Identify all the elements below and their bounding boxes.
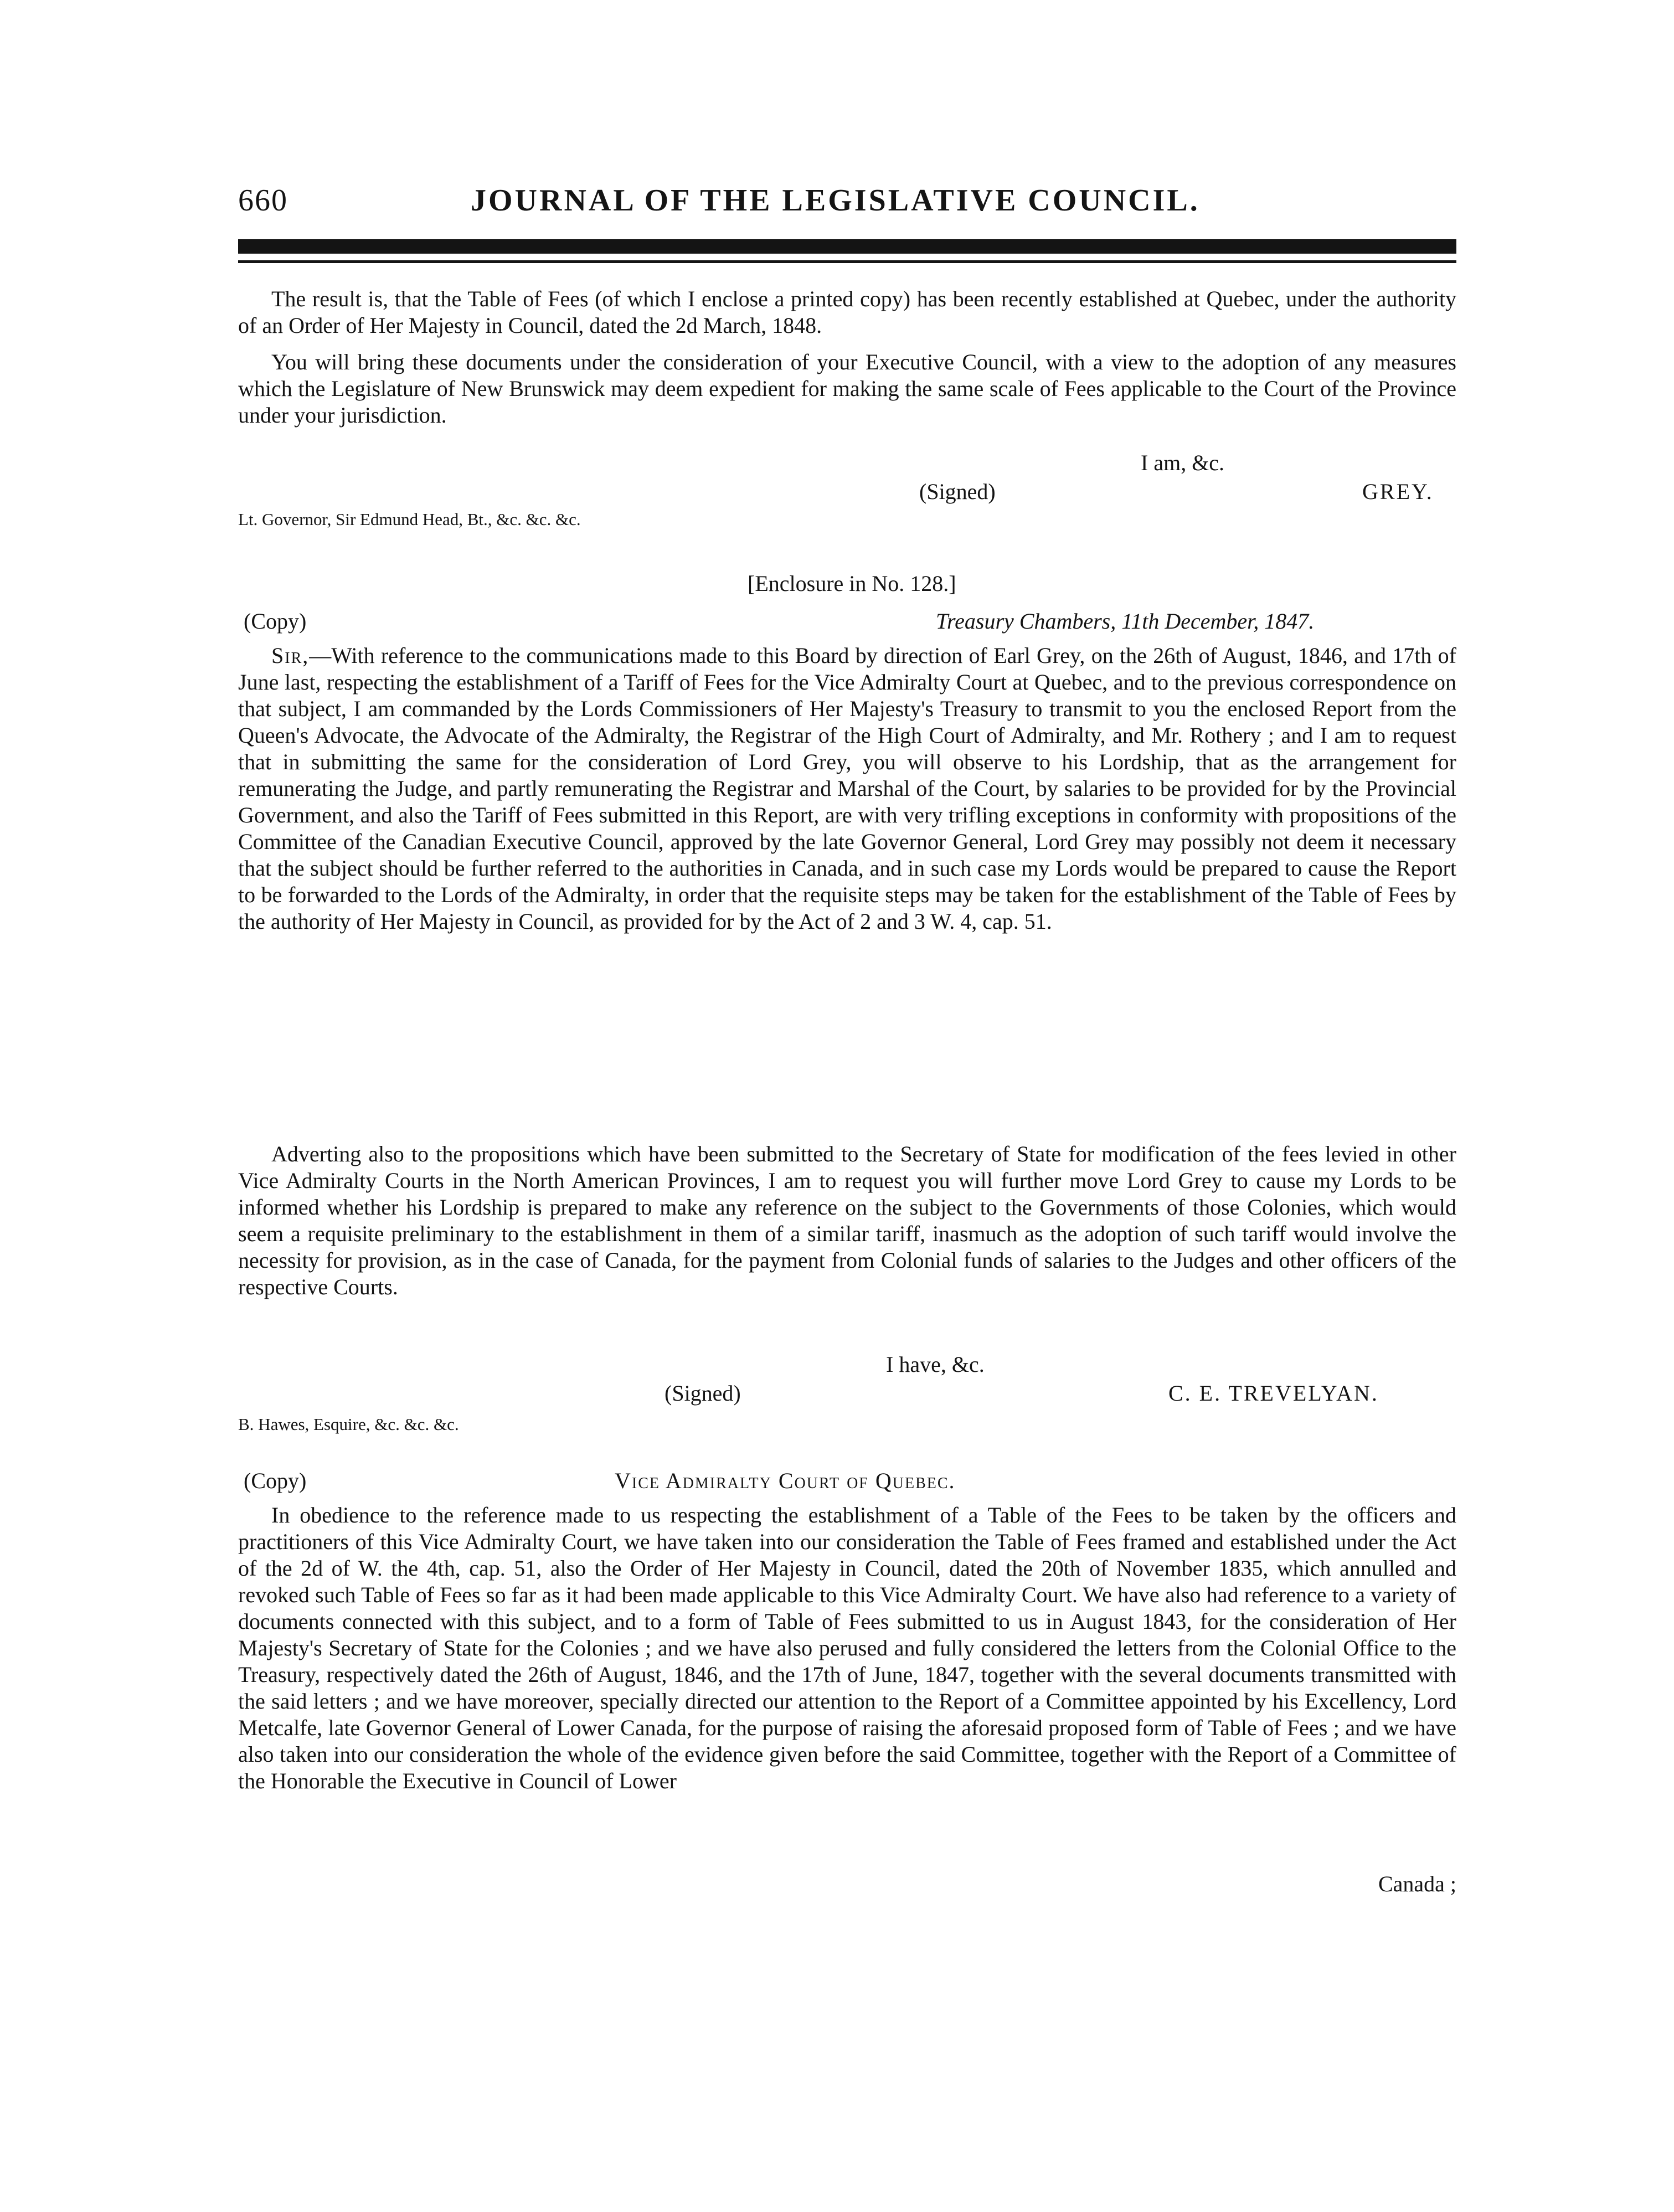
page-number: 660 [238, 183, 288, 218]
letter1-closing: I am, &c. [1141, 450, 1225, 475]
enclosure-signed: (Signed) [665, 1381, 741, 1406]
report-copy-label: (Copy) [244, 1468, 307, 1493]
report-heading: Vice Admiralty Court of Quebec. [615, 1468, 956, 1493]
letter1-paragraph-2: You will bring these documents under the consideration of your Executive Council, with a view to the adoption of any measures which the Legislature of New Brunswick may deem expedient for making the same scale of Fees applicable to the Court of the Province under your jurisdiction. [238, 349, 1456, 428]
enclosure-paragraph-2: Adverting also to the propositions which have been submitted to the Secretary of State for modification of the fees levied in other Vice Admiralty Courts in the North American Provinces, I am to request you will further move Lord Grey to cause my Lords to be informed whether his Lordship is prepared to make any reference on the subject to the Governments of those Colonies, which would seem a requisite preliminary to the establishment in them of a similar tariff, inasmuch as the adoption of such tariff would involve the necessity for provision, as in the case of Canada, for the payment from Colonial funds of salaries to the Judges and other officers of the respective Courts. [238, 1141, 1456, 1299]
enclosure-place-date: Treasury Chambers, 11th December, 1847. [936, 609, 1315, 634]
enclosure-addressee: B. Hawes, Esquire, &c. &c. &c. [238, 1414, 459, 1434]
enclosure-paragraph-1-text: —With reference to the communications made to this Board by direction of Earl Grey, on the 26th of August, 1846, and 17th of June last, respecting the establishment of a Tariff of Fees for the Vice Admiralty Court at Quebec, and to the previous correspondence on that subject, I am commanded by the Lords Commissioners of Her Majesty's Treasury to transmit to you the enclosed Report from the Queen's Advocate, the Advocate of the Admiralty, the Registrar of the High Court of Admiralty, and Mr. Rothery ; and I am to request that in submitting the same for the consideration of Lord Grey, you will observe to his Lordship, that as the arrangement for remunerating the Judge, and partly remunerating the Registrar and Marshal of the Court, by salaries to be provided for by the Provincial Government, and also the Tariff of Fees submitted in this Report, are with very trifling exceptions in conformity with propositions of the Committee of the Canadian Executive Council, approved by the late Governor General, Lord Grey may possibly not deem it necessary that the subject should be further referred to the authorities in Canada, and in such case my Lords would be prepared to cause the Report to be forwarded to the Lords of the Admiralty, in order that the requisite steps may be taken for the establishment of the Table of Fees by the authority of Her Majesty in Council, as provided for by the Act of 2 and 3 W. 4, cap. 51. [238, 643, 1456, 934]
catchword: Canada ; [1378, 1871, 1456, 1896]
letter1-addressee: Lt. Governor, Sir Edmund Head, Bt., &c. &c. &c. [238, 510, 581, 529]
enclosure-copy-label: (Copy) [244, 609, 307, 634]
enclosure-closing: I have, &c. [886, 1352, 985, 1377]
enclosure-paragraph-1 [238, 642, 1456, 935]
letter1-paragraph-1: The result is, that the Table of Fees (of which I enclose a printed copy) has been recently established at Quebec, under the authority of an Order of Her Majesty in Council, dated the 2d March, 1848. [238, 286, 1456, 338]
header-rule-thick [238, 239, 1456, 254]
report-paragraph: In obedience to the reference made to us respecting the establishment of a Table of the Fees to be taken by the officers and practitioners of this Vice Admiralty Court, we have taken into our consideration the Table of Fees framed and established under the Act of the 2d of W. the 4th, cap. 51, also the Order of Her Majesty in Council, dated the 20th of November 1835, which annulled and revoked such Table of Fees so far as it had been made applicable to this Vice Admiralty Court. We have also had reference to a variety of documents connected with this subject, and to a form of Table of Fees submitted to us in August 1843, for the consideration of Her Majesty's Secretary of State for the Colonies ; and we have also perused and fully considered the letters from the Colonial Office to the Treasury, respectively dated the 26th of August, 1846, and the 17th of June, 1847, together with the several documents transmitted with the said letters ; and we have moreover, specially directed our attention to the Report of a Committee appointed by his Excellency, Lord Metcalfe, late Governor General of Lower Canada, for the purpose of raising the aforesaid proposed form of Table of Fees ; and we have also taken into our consideration the whole of the evidence given before the said Committee, together with the Report of a Committee of the Honorable the Executive in Council of Lower [238, 1503, 1456, 1793]
enclosure-salutation: Sir, [271, 643, 310, 668]
running-title: JOURNAL OF THE LEGISLATIVE COUNCIL. [471, 183, 1200, 218]
header-rule-thin [238, 260, 1456, 263]
enclosure-signatory: C. E. TREVELYAN. [1168, 1381, 1379, 1406]
letter1-signed: (Signed) [919, 479, 996, 504]
letter1-signatory: GREY. [1362, 479, 1434, 504]
enclosure-heading: [Enclosure in No. 128.] [748, 571, 956, 596]
